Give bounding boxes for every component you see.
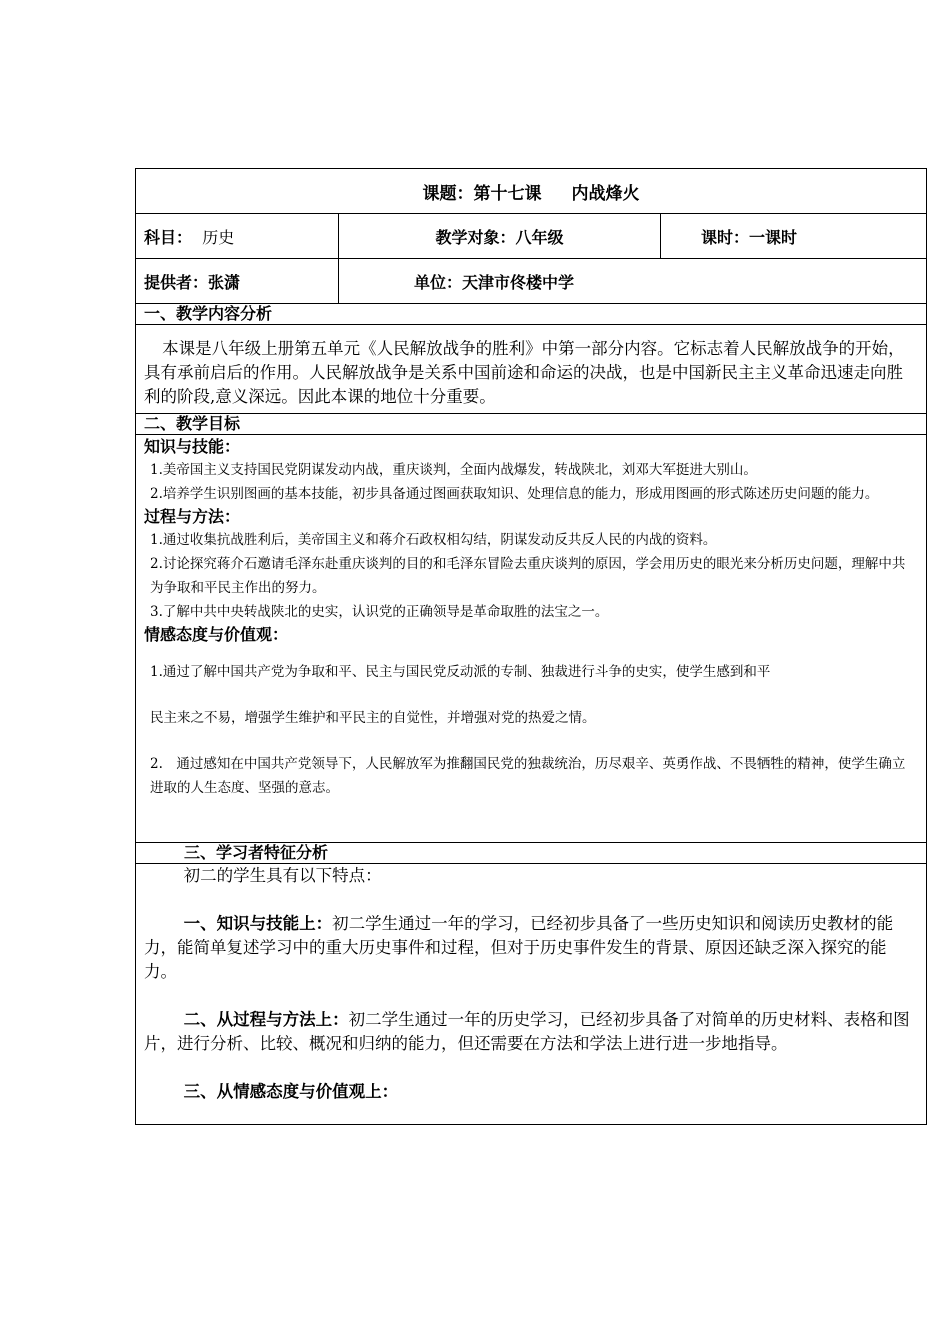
subject-value: 历史 [202,227,235,247]
section3-heading: 三、学习者特征分析 [136,843,927,864]
subject-cell [136,214,339,259]
learner-point-1 [144,912,918,984]
emotion-item: 1.通过了解中国共产党为争取和平、民主与国民党反动派的专制、独裁进行斗争的史实，使学生感到和平 [150,664,771,680]
lesson-title-label: 课题：第十七课 [422,183,542,204]
provider-text: 提供者：张潇 [144,272,241,292]
unit-text: 单位：天津市佟楼中学 [414,272,575,292]
knowledge-heading: 知识与技能： [144,437,241,456]
lesson-plan-page [135,168,926,1125]
learner-point-1-body: 初二学生通过一年的学习，已经初步具备了一些历史知识和阅读历史教材的能力，能简单复述学习中的重大历史事件和过程，但对于历史事件发生的背景、原因还缺乏深入探究的能力。 [144,914,894,981]
section2-body [136,435,927,843]
knowledge-item: 1.美帝国主义支持国民党阴谋发动内战，重庆谈判，全面内战爆发，转战陕北，刘邓大军挺进大别山。 [150,462,757,478]
process-item: 1.通过收集抗战胜利后，美帝国主义和蒋介石政权相勾结，阴谋发动反共反人民的内战的资料。 [150,532,717,548]
learner-point-3-lead: 三、从情感态度与价值观上： [183,1082,399,1101]
emotion-item: 2. 通过感知在中国共产党领导下，人民解放军为推翻国民党的独裁统治，历尽艰辛、英勇作战、不畏牺牲的精神，使学生确立进取的人生态度、坚强的意志。 [150,756,906,796]
provider-cell [136,259,339,304]
audience-text: 教学对象：八年级 [435,227,564,247]
audience-cell [339,214,661,259]
learner-point-3 [144,1080,918,1104]
knowledge-item: 2.培养学生识别图画的基本技能，初步具备通过图画获取知识、处理信息的能力，形成用图画的形式陈述历史问题的能力。 [150,486,879,502]
process-heading: 过程与方法： [144,507,241,526]
learner-intro: 初二的学生具有以下特点： [183,866,382,885]
hours-text: 课时：一课时 [701,227,798,247]
learner-point-1-lead: 一、知识与技能上： [183,914,333,933]
hours-cell [661,214,927,259]
learner-point-2-lead: 二、从过程与方法上： [183,1010,349,1029]
process-item: 2.讨论探究蒋介石邀请毛泽东赴重庆谈判的目的和毛泽东冒险去重庆谈判的原因，学会用历史的眼光来分析历史问题，理解中共为争取和平民主作出的努力。 [150,556,906,596]
process-item: 3.了解中共中央转战陕北的史实，认识党的正确领导是革命取胜的法宝之一。 [150,604,609,620]
lesson-plan-table [135,168,927,1125]
lesson-title [136,169,927,214]
lesson-title-name: 内战烽火 [571,183,640,204]
subject-label: 科目： [144,227,193,247]
emotion-heading: 情感态度与价值观： [144,625,289,644]
section2-heading: 二、教学目标 [136,414,927,435]
learner-point-2-body: 初二学生通过一年的历史学习，已经初步具备了对简单的历史材料、表格和图片，进行分析、比较、概况和归纳的能力，但还需要在方法和学法上进行进一步地指导。 [144,1010,910,1053]
emotion-item: 民主来之不易，增强学生维护和平民主的自觉性，并增强对党的热爱之情。 [150,710,596,726]
section1-heading: 一、教学内容分析 [136,304,927,325]
learner-point-2 [144,1008,918,1056]
section3-body [136,864,927,1125]
section1-body: 本课是八年级上册第五单元《人民解放战争的胜利》中第一部分内容。它标志着人民解放战争的开始，具有承前启后的作用。人民解放战争是关系中国前途和命运的决战，也是中国新民主主义革命迅速走向胜利的阶段,意义深远。因此本课的地位十分重要。 [136,325,927,414]
unit-cell [339,259,927,304]
